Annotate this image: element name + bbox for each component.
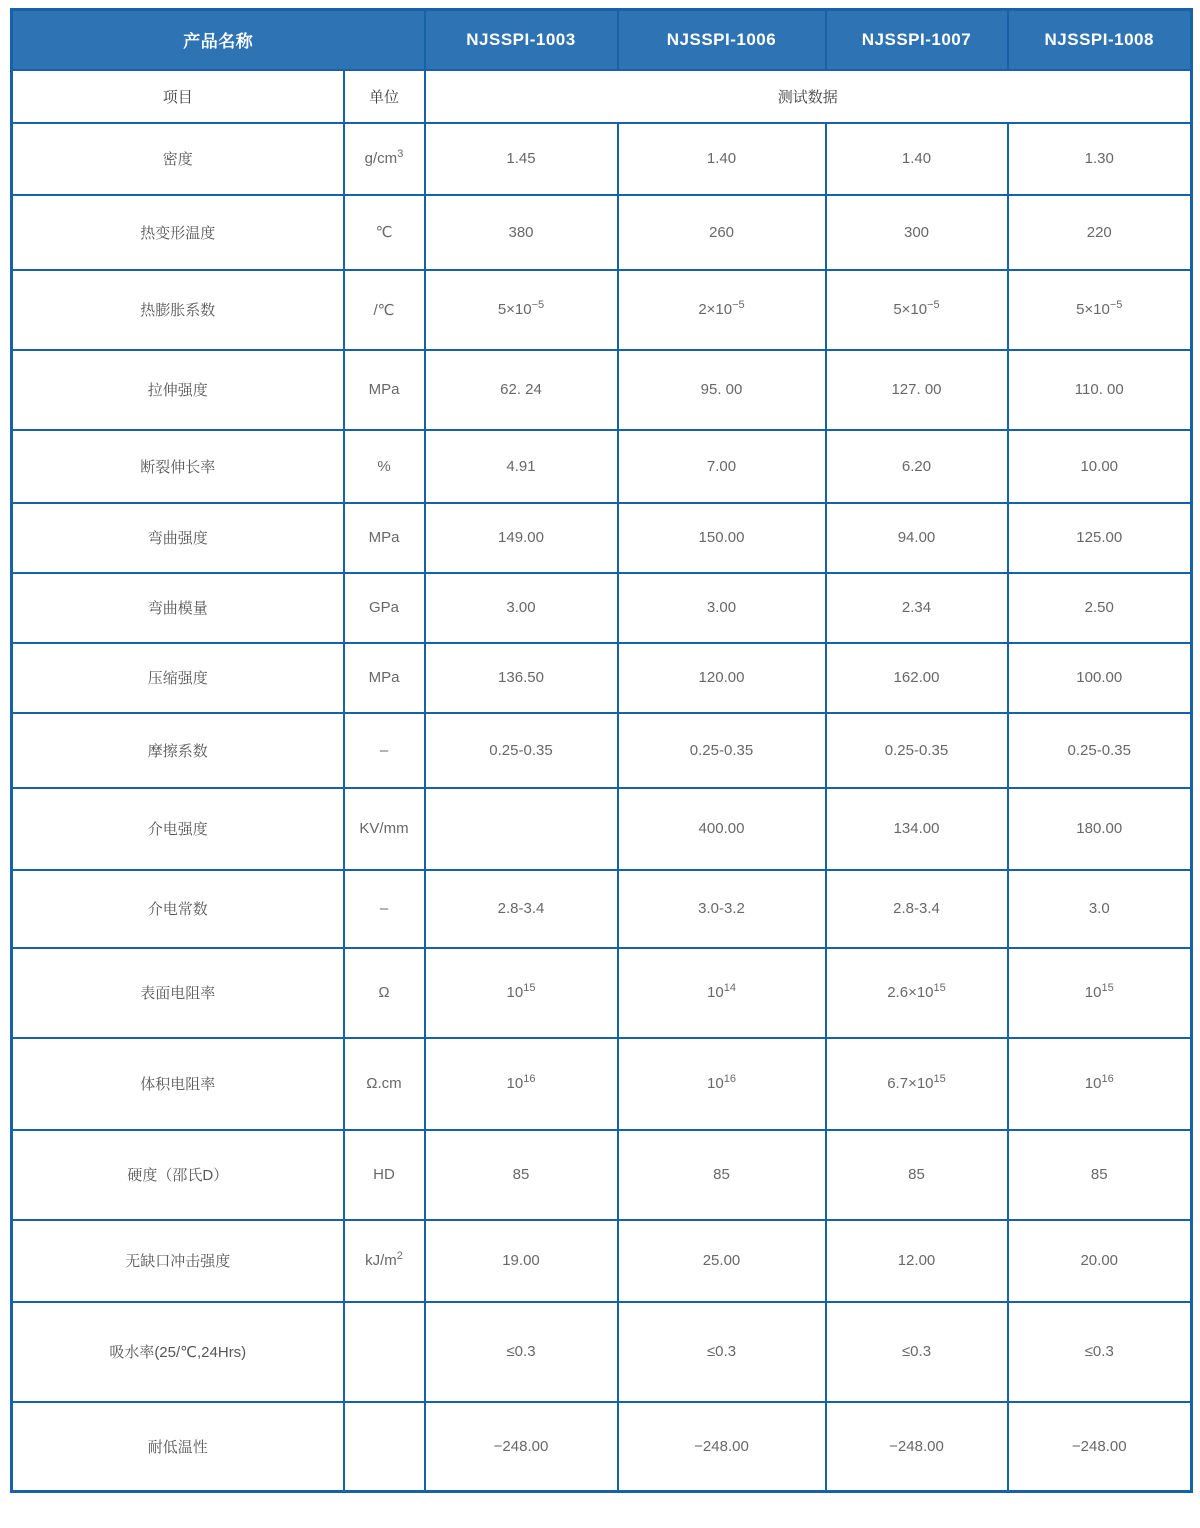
value-cell: 150.00 [618,503,826,573]
value-base: 10 [506,1075,524,1092]
value-base: kJ/m [365,1252,397,1269]
row-label: 介电常数 [12,870,344,948]
value-exponent: 2 [396,1250,403,1262]
value-cell: 85 [826,1130,1008,1220]
value-exponent: 14 [723,982,736,994]
value-cell [425,270,618,350]
row-label: 密度 [12,123,344,195]
row-label: 断裂伸长率 [12,430,344,503]
row-unit: MPa [344,503,425,573]
table-row [12,1302,1192,1402]
value-cell: 120.00 [618,643,826,713]
value-cell: 3.0-3.2 [618,870,826,948]
value-cell: 2.34 [826,573,1008,643]
value-cell: 380 [425,195,618,270]
value-cell: 180.00 [1008,788,1192,870]
table-row [12,430,1192,503]
value-cell [1008,270,1192,350]
item-header: 项目 [12,70,344,123]
table-row [12,870,1192,948]
value-exponent: 15 [933,1073,946,1085]
value-base: 2.6×10 [887,984,934,1001]
table-row [12,643,1192,713]
product-column-header: NJSSPI-1006 [618,10,826,70]
value-exponent: 16 [723,1073,736,1085]
value-cell: 1.45 [425,123,618,195]
value-cell: 220 [1008,195,1192,270]
table-row [12,1220,1192,1302]
value-cell: 95. 00 [618,350,826,430]
value-cell [618,948,826,1038]
value-cell: 136.50 [425,643,618,713]
row-unit [344,123,425,195]
row-label: 无缺口冲击强度 [12,1220,344,1302]
table-row [12,788,1192,870]
table-row [12,1038,1192,1130]
row-unit [344,1302,425,1402]
value-cell [826,270,1008,350]
value-cell: 3.00 [425,573,618,643]
value-cell: 2.8-3.4 [826,870,1008,948]
table-row [12,270,1192,350]
table-row [12,350,1192,430]
value-cell: ≤0.3 [425,1302,618,1402]
value-cell: 134.00 [826,788,1008,870]
value-exponent: −5 [531,299,545,311]
value-exponent: −5 [927,299,940,311]
row-label: 介电强度 [12,788,344,870]
row-label: 硬度（邵氏D） [12,1130,344,1220]
value-cell: 25.00 [618,1220,826,1302]
value-base: 6.7×10 [887,1075,934,1092]
value-exponent: 3 [397,148,404,160]
value-cell: 3.00 [618,573,826,643]
value-cell: ≤0.3 [618,1302,826,1402]
value-base: 5×10 [497,301,532,318]
value-cell: 2.8-3.4 [425,870,618,948]
value-cell: 2.50 [1008,573,1192,643]
value-exponent: 16 [523,1073,536,1085]
value-cell: 127. 00 [826,350,1008,430]
table-row [12,713,1192,788]
value-cell: 100.00 [1008,643,1192,713]
row-unit: KV/mm [344,788,425,870]
value-cell: 400.00 [618,788,826,870]
row-label: 吸水率(25/℃,24Hrs) [12,1302,344,1402]
table-row [12,123,1192,195]
value-cell: 85 [1008,1130,1192,1220]
value-cell [425,788,618,870]
table-row [12,503,1192,573]
value-cell: 62. 24 [425,350,618,430]
value-exponent: 15 [523,982,536,994]
value-base: g/cm [364,150,398,167]
value-cell: 162.00 [826,643,1008,713]
value-cell: 94.00 [826,503,1008,573]
value-cell [826,1038,1008,1130]
value-cell: −248.00 [425,1402,618,1492]
value-cell: 260 [618,195,826,270]
row-unit: HD [344,1130,425,1220]
value-cell [425,948,618,1038]
row-unit: /℃ [344,270,425,350]
value-cell: 149.00 [425,503,618,573]
value-cell: 1.30 [1008,123,1192,195]
value-exponent: −5 [1109,299,1123,311]
row-unit: Ω.cm [344,1038,425,1130]
product-spec-table [10,8,1193,1493]
value-cell: 85 [425,1130,618,1220]
value-base: 10 [1084,1075,1102,1092]
value-cell: 19.00 [425,1220,618,1302]
value-cell [618,270,826,350]
value-exponent: −5 [732,299,745,311]
value-cell: 6.20 [826,430,1008,503]
value-cell: 110. 00 [1008,350,1192,430]
row-label: 耐低温性 [12,1402,344,1492]
row-unit: ℃ [344,195,425,270]
value-cell: 1.40 [618,123,826,195]
value-cell: 3.0 [1008,870,1192,948]
row-label: 摩擦系数 [12,713,344,788]
product-header-row [12,10,1192,70]
row-label: 弯曲模量 [12,573,344,643]
table-row [12,948,1192,1038]
product-name-header: 产品名称 [12,10,425,70]
table-row [12,195,1192,270]
value-cell: −248.00 [618,1402,826,1492]
value-base: 2×10 [698,301,733,318]
value-exponent: 15 [1101,982,1114,994]
row-unit: GPa [344,573,425,643]
value-cell: −248.00 [1008,1402,1192,1492]
value-cell [618,1038,826,1130]
value-base: 5×10 [893,301,928,318]
value-cell: 0.25-0.35 [425,713,618,788]
row-unit: – [344,713,425,788]
row-label: 热膨胀系数 [12,270,344,350]
row-unit [344,1402,425,1492]
value-cell [826,948,1008,1038]
value-cell: 0.25-0.35 [826,713,1008,788]
value-base: 10 [1084,984,1102,1001]
value-cell: ≤0.3 [1008,1302,1192,1402]
value-cell: −248.00 [826,1402,1008,1492]
value-cell [1008,1038,1192,1130]
value-cell: 85 [618,1130,826,1220]
product-column-header: NJSSPI-1007 [826,10,1008,70]
value-cell: ≤0.3 [826,1302,1008,1402]
table-row [12,573,1192,643]
value-cell: 4.91 [425,430,618,503]
value-cell: 300 [826,195,1008,270]
test-data-header: 测试数据 [425,70,1192,123]
value-cell: 125.00 [1008,503,1192,573]
product-column-header: NJSSPI-1003 [425,10,618,70]
value-exponent: 15 [933,982,946,994]
table-row [12,1130,1192,1220]
product-column-header: NJSSPI-1008 [1008,10,1192,70]
value-cell: 20.00 [1008,1220,1192,1302]
value-cell [425,1038,618,1130]
value-exponent: 16 [1101,1073,1114,1085]
row-unit: MPa [344,643,425,713]
value-cell: 7.00 [618,430,826,503]
row-label: 弯曲强度 [12,503,344,573]
row-unit: – [344,870,425,948]
value-cell: 0.25-0.35 [618,713,826,788]
row-label: 热变形温度 [12,195,344,270]
row-unit: Ω [344,948,425,1038]
value-cell: 0.25-0.35 [1008,713,1192,788]
row-label: 压缩强度 [12,643,344,713]
row-unit: % [344,430,425,503]
value-cell [1008,948,1192,1038]
subheader-row [12,70,1192,123]
value-base: 5×10 [1076,301,1110,318]
row-label: 表面电阻率 [12,948,344,1038]
row-label: 拉伸强度 [12,350,344,430]
value-cell: 12.00 [826,1220,1008,1302]
row-label: 体积电阻率 [12,1038,344,1130]
row-unit: MPa [344,350,425,430]
value-cell: 10.00 [1008,430,1192,503]
value-base: 10 [506,984,524,1001]
value-cell: 1.40 [826,123,1008,195]
value-base: 10 [707,984,724,1001]
unit-header: 单位 [344,70,425,123]
table-row [12,1402,1192,1492]
row-unit [344,1220,425,1302]
value-base: 10 [707,1075,724,1092]
